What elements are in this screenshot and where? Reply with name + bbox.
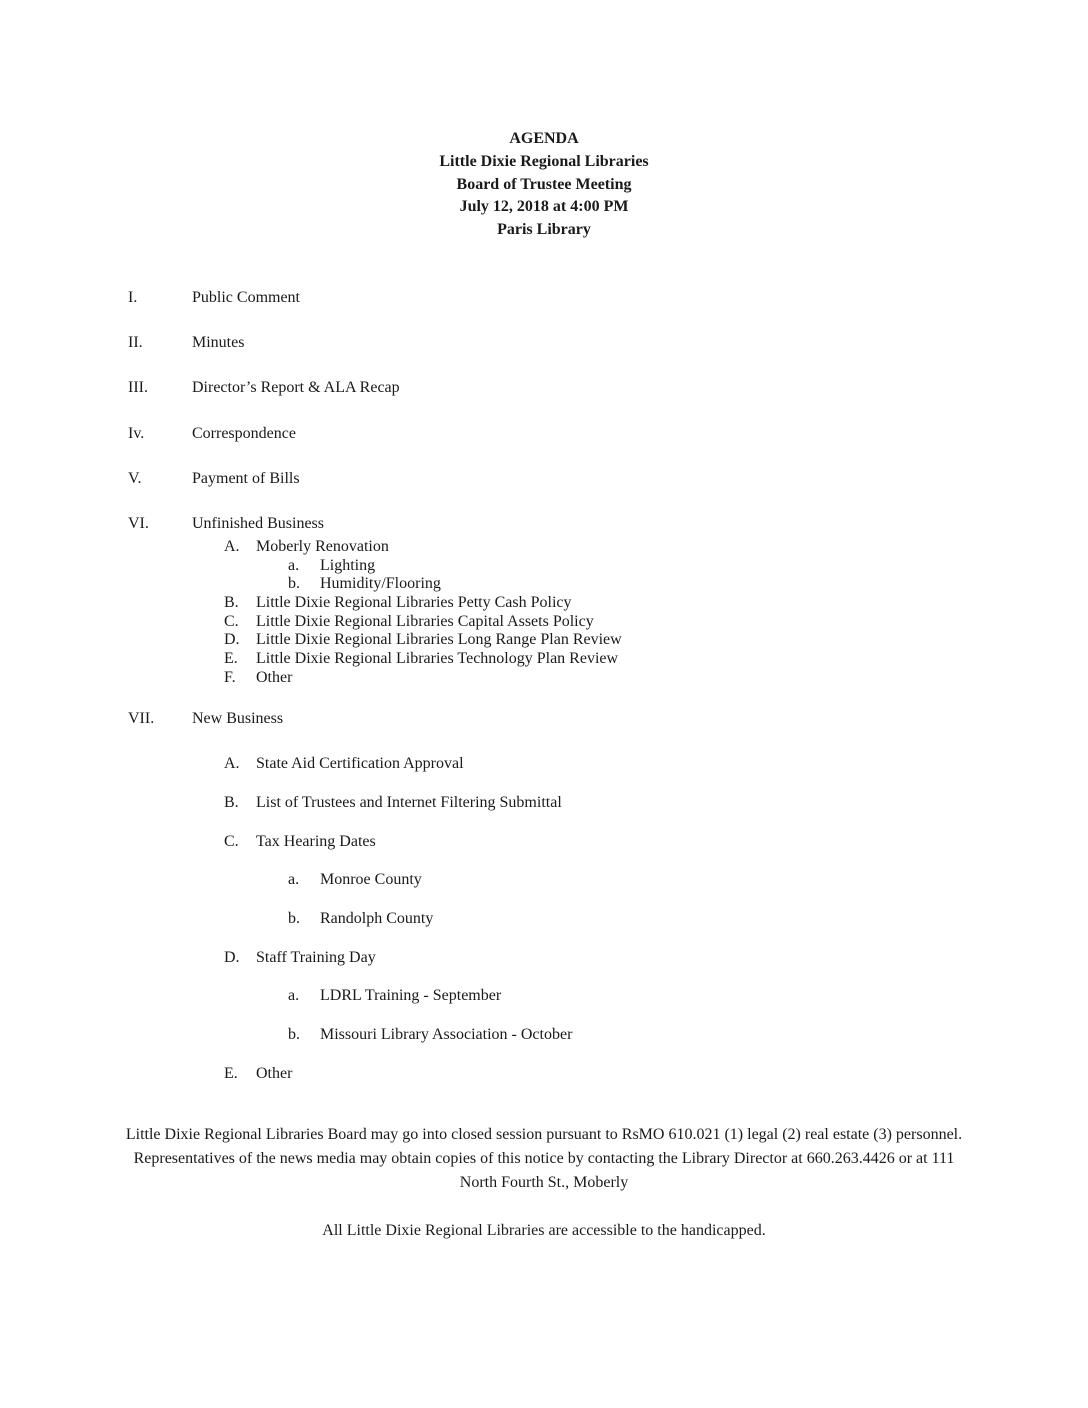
sub-sub-item-letter: a.	[288, 871, 300, 888]
sub-sub-item-text: Lighting	[320, 557, 376, 574]
header-title: AGENDA	[509, 130, 579, 147]
sub-sub-item-text: LDRL Training - September	[320, 987, 502, 1004]
sub-item-letter: B.	[224, 794, 239, 811]
item-text: Unfinished Business	[192, 515, 324, 532]
sub-item-text: Staff Training Day	[256, 949, 376, 966]
sub-item-text: Little Dixie Regional Libraries Capital Assets Policy	[256, 613, 594, 630]
sub-sub-item-letter: a.	[288, 987, 300, 1004]
item-text: Public Comment	[192, 289, 300, 306]
sub-sub-item-letter: a.	[288, 557, 300, 574]
sub-item-text: Other	[256, 669, 293, 686]
sub-item-text: Moberly Renovation	[256, 538, 389, 555]
item-text: Payment of Bills	[192, 470, 300, 487]
sub-sub-item-letter: b.	[288, 575, 300, 592]
header-location: Paris Library	[497, 221, 591, 239]
sub-item-text: List of Trustees and Internet Filtering Submittal	[256, 794, 562, 811]
sub-item-letter: F.	[224, 669, 236, 686]
sub-sub-item-text: Monroe County	[320, 871, 422, 888]
sub-item-letter: B.	[224, 594, 239, 611]
sub-sub-item-letter: b.	[288, 910, 300, 927]
sub-item-text: Tax Hearing Dates	[256, 833, 376, 850]
sub-item-letter: E.	[224, 1065, 238, 1082]
header-date-time: July 12, 2018 at 4:00 PM	[459, 198, 629, 216]
item-number: III.	[128, 379, 148, 396]
accessibility-notice: All Little Dixie Regional Libraries are accessible to the handicapped.	[322, 1222, 766, 1239]
sub-item-letter: C.	[224, 833, 239, 850]
sub-item-text: Other	[256, 1065, 293, 1082]
sub-sub-item-text: Humidity/Flooring	[320, 575, 441, 592]
item-number: Iv.	[128, 425, 145, 442]
item-number: II.	[128, 334, 143, 351]
sub-item-text: Little Dixie Regional Libraries Long Range Plan Review	[256, 631, 622, 648]
item-number: VI.	[128, 515, 149, 532]
sub-item-letter: D.	[224, 949, 240, 966]
sub-item-letter: C.	[224, 613, 239, 630]
sub-item-text: State Aid Certification Approval	[256, 755, 464, 772]
item-text: Director’s Report & ALA Recap	[192, 379, 400, 396]
agenda-header	[0, 128, 1088, 242]
sub-item-letter: D.	[224, 631, 240, 648]
sub-item-letter: A.	[224, 755, 240, 772]
item-number: V.	[128, 470, 142, 487]
item-number: VII.	[128, 710, 155, 727]
sub-item-text: Little Dixie Regional Libraries Technology Plan Review	[256, 650, 619, 667]
item-text: Correspondence	[192, 425, 296, 442]
sub-sub-item-text: Randolph County	[320, 910, 434, 927]
sub-item-letter: A.	[224, 538, 240, 555]
sub-sub-item-letter: b.	[288, 1026, 300, 1043]
closed-session-notice: Little Dixie Regional Libraries Board may go into closed session pursuant to RsMO 610.021 (1) legal (2) real estate (3) personnel. Representatives of the news media may obtain copies of this notice by contacting the Library Director at 660.263.4426 or at 111 North Fourth St., Moberly	[125, 1126, 963, 1191]
sub-sub-item-text: Missouri Library Association - October	[320, 1026, 573, 1043]
item-text: Minutes	[192, 334, 245, 351]
item-number: I.	[128, 289, 138, 306]
header-meeting-name: Board of Trustee Meeting	[456, 175, 632, 193]
header-organization: Little Dixie Regional Libraries	[439, 152, 649, 170]
sub-item-letter: E.	[224, 650, 238, 667]
item-text: New Business	[192, 710, 284, 727]
sub-item-text: Little Dixie Regional Libraries Petty Cash Policy	[256, 594, 572, 611]
